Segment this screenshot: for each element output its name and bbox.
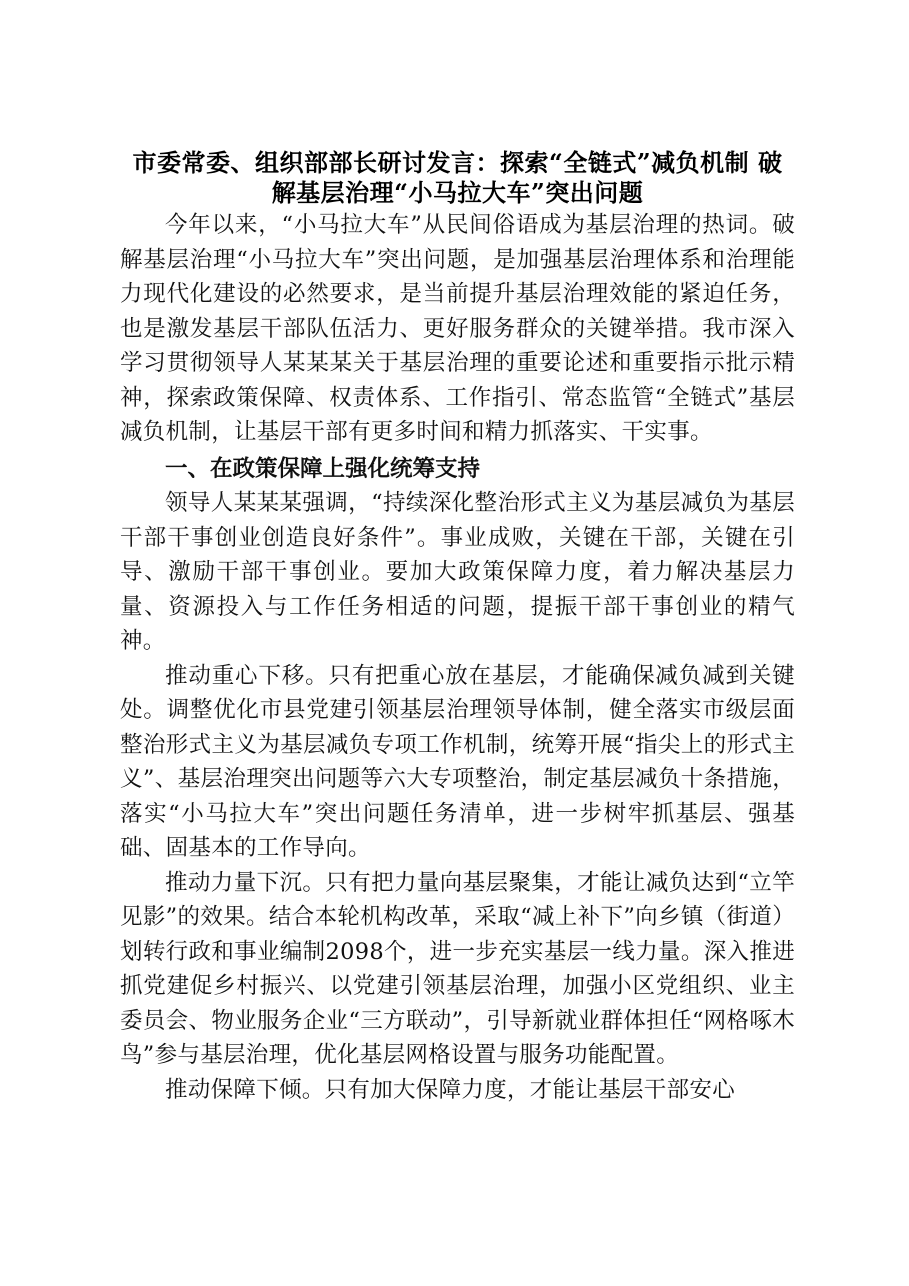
document-title	[120, 148, 795, 208]
section-1-paragraph-3: 推动力量下沉。只有把力量向基层聚集，才能让减负达到“立竿见影”的效果。结合本轮机构改革，采取“减上补下”向乡镇（街道）划转行政和事业编制2098个，进一步充实基层一线力量。深入推进抓党建促乡村振兴、以党建引领基层治理，加强小区党组织、业主委员会、物业服务企业“三方联动”，引导新就业群体担任“网格啄木鸟”参与基层治理，优化基层网格设置与服务功能配置。	[120, 869, 795, 1068]
section-1-paragraph-2: 推动重心下移。只有把重心放在基层，才能确保减负减到关键处。调整优化市县党建引领基层治理领导体制，健全落实市级层面整治形式主义为基层减负专项工作机制，统筹开展“指尖上的形式主义”、基层治理突出问题等六大专项整治，制定基层减负十条措施，落实“小马拉大车”突出问题任务清单，进一步树牢抓基层、强基础、固基本的工作导向。	[120, 662, 795, 861]
intro-paragraph: 今年以来，“小马拉大车”从民间俗语成为基层治理的热词。破解基层治理“小马拉大车”突出问题，是加强基层治理体系和治理能力现代化建设的必然要求，是当前提升基层治理效能的紧迫任务，也是激发基层干部队伍活力、更好服务群众的关键举措。我市深入学习贯彻领导人某某某关于基层治理的重要论述和重要指示批示精神，探索政策保障、权责体系、工作指引、常态监管“全链式”基层减负机制，让基层干部有更多时间和精力抓落实、干实事。	[120, 212, 795, 445]
title-line-1: 市委常委、组织部部长研讨发言：探索“全链式”减负机制 破	[132, 148, 783, 177]
section-1-paragraph-4: 推动保障下倾。只有加大保障力度，才能让基层干部安心	[165, 1076, 736, 1103]
document-body	[120, 148, 795, 1107]
title-line-2: 解基层治理“小马拉大车”突出问题	[271, 178, 644, 207]
section-1-paragraph-1: 领导人某某某强调，“持续深化整治形式主义为基层减负为基层干部干事创业创造良好条件”。事业成败，关键在干部，关键在引导、激励干部干事创业。要加大政策保障力度，着力解决基层力量、资源投入与工作任务相适的问题，提振干部干事创业的精气神。	[120, 490, 795, 654]
section-heading-1: 一、在政策保障上强化统筹支持	[165, 455, 481, 482]
